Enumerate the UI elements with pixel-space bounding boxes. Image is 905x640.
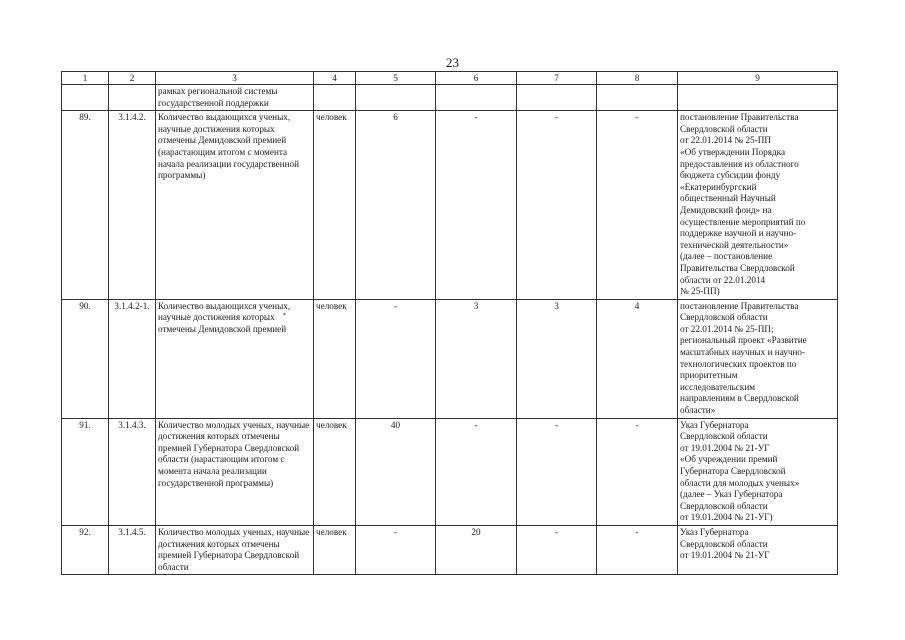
indicator-code: 3.1.4.2-1. xyxy=(109,299,156,418)
value-col5 xyxy=(356,85,436,111)
column-header: 8 xyxy=(597,72,678,85)
value-col6: - xyxy=(436,111,517,300)
value-col5: 6 xyxy=(356,111,436,300)
value-col7 xyxy=(517,85,597,111)
value-col8: - xyxy=(597,418,678,525)
indicator-name: Количество молодых ученых, научные достижения которых отмечены премией Губернатора Свердловской области xyxy=(156,525,314,574)
value-col6: 20 xyxy=(436,525,517,574)
value-col6 xyxy=(436,85,517,111)
value-col8: - xyxy=(597,111,678,300)
indicator-name: рамках региональной системы государственной поддержки xyxy=(156,85,314,111)
value-col7: - xyxy=(517,418,597,525)
column-header: 1 xyxy=(62,72,109,85)
legal-basis: Указ Губернатора Свердловской области от 19.01.2004 № 21-УГ xyxy=(678,525,838,574)
legal-basis: постановление Правительства Свердловской области от 22.01.2014 № 25-ПП «Об утверждении Порядка предоставления из областного бюджета субсидии фонду «Екатеринбургский общественный Научный Демидовский фонд» на осуществление мероприятий по поддержке научной и научно- технической деятельности» (далее – постановление Правительства Свердловской области от 22.01.2014 № 25-ПП) xyxy=(678,111,838,300)
unit: человек xyxy=(314,418,356,525)
indicator-code xyxy=(109,85,156,111)
value-col8: 4 xyxy=(597,299,678,418)
column-header: 5 xyxy=(356,72,436,85)
column-header: 6 xyxy=(436,72,517,85)
value-col8: - xyxy=(597,525,678,574)
column-header: 2 xyxy=(109,72,156,85)
table-row xyxy=(62,85,838,111)
column-header: 3 xyxy=(156,72,314,85)
value-col7: - xyxy=(517,525,597,574)
indicator-name: Количество выдающихся ученых, научные достижения которых отмечены Демидовской премией (нарастающим итогом с момента начала реализации государственной программы) xyxy=(156,111,314,300)
legal-basis xyxy=(678,85,838,111)
table-row xyxy=(62,525,838,574)
value-col5: 40 xyxy=(356,418,436,525)
row-number: 90. xyxy=(62,299,109,418)
column-header: 9 xyxy=(678,72,838,85)
indicator-name: Количество выдающихся ученых, научные достижения которых отмечены Демидовской премией xyxy=(156,299,314,418)
unit: человек xyxy=(314,111,356,300)
value-col5: - xyxy=(356,525,436,574)
legal-basis: Указ Губернатора Свердловской области от 19.01.2004 № 21-УГ «Об учреждении премий Губернатора Свердловской области для молодых ученых» (далее – Указ Губернатора Свердловской области от 19.01.2004 № 21-УГ) xyxy=(678,418,838,525)
value-col8 xyxy=(597,85,678,111)
indicator-name: Количество молодых ученых, научные достижения которых отмечены премией Губернатора Свердловской области (нарастающим итогом с момента начала реализации государственной программы) xyxy=(156,418,314,525)
page-number: 23 xyxy=(446,55,459,70)
table-row xyxy=(62,418,838,525)
unit xyxy=(314,85,356,111)
unit: человек xyxy=(314,525,356,574)
column-header: 7 xyxy=(517,72,597,85)
column-header: 4 xyxy=(314,72,356,85)
value-col7: - xyxy=(517,111,597,300)
table-row xyxy=(62,111,838,300)
value-col6: 3 xyxy=(436,299,517,418)
value-col7: 3 xyxy=(517,299,597,418)
row-number xyxy=(62,85,109,111)
row-number: 91. xyxy=(62,418,109,525)
row-number: 92. xyxy=(62,525,109,574)
indicator-code: 3.1.4.5. xyxy=(109,525,156,574)
row-number: 89. xyxy=(62,111,109,300)
scan-speck: • xyxy=(283,310,286,319)
indicator-code: 3.1.4.3. xyxy=(109,418,156,525)
value-col5: - xyxy=(356,299,436,418)
legal-basis: постановление Правительства Свердловской области от 22.01.2014 № 25-ПП; региональный проект «Развитие масштабных научных и научно- технологических проектов по приоритетным исследовательским направлениям в Свердловской области» xyxy=(678,299,838,418)
unit: человек xyxy=(314,299,356,418)
indicator-code: 3.1.4.2. xyxy=(109,111,156,300)
column-number-row xyxy=(62,72,838,85)
indicators-table xyxy=(61,71,838,575)
table-row xyxy=(62,299,838,418)
value-col6: - xyxy=(436,418,517,525)
